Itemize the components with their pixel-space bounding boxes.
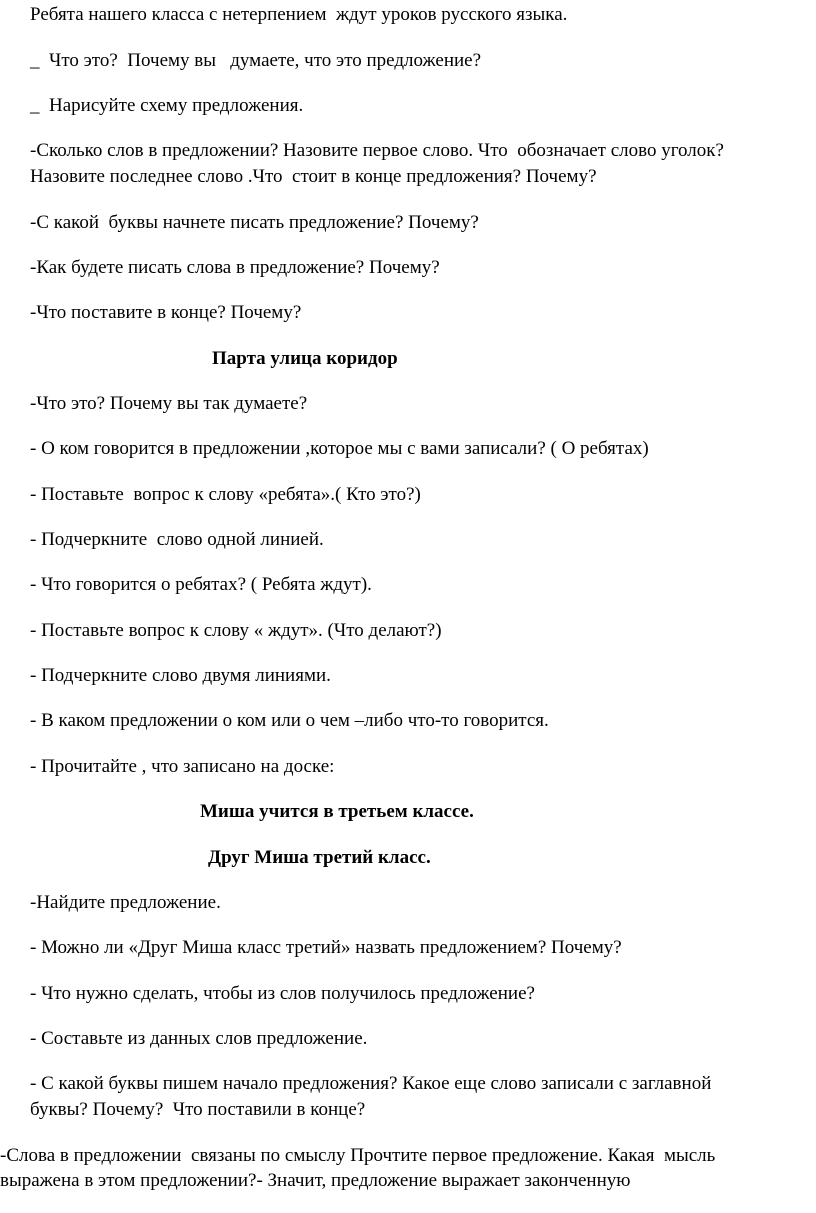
- question-about-whom: - О ком говорится в предложении ,которое мы с вами записали? ( О ребятах): [30, 438, 649, 459]
- question-can-call-sentence: - Можно ли «Друг Миша класс третий» назвать предложением? Почему?: [30, 937, 622, 958]
- question-how-write-words: -Как будете писать слова в предложение? Почему?: [30, 257, 440, 278]
- instruction-underline-two: - Подчеркните слово двумя линиями.: [30, 665, 331, 686]
- board-sentence-1: Миша учится в третьем классе.: [200, 801, 474, 822]
- question-end-mark: -Что поставите в конце? Почему?: [30, 302, 302, 323]
- conclusion-line2: выражена в этом предложении?- Значит, предложение выражает законченную: [0, 1170, 631, 1191]
- instruction-underline-one: - Подчеркните слово одной линией.: [30, 529, 324, 550]
- question-capital-letter-line2: буквы? Почему? Что поставили в конце?: [30, 1099, 366, 1120]
- board-sentence-2: Друг Миша третий класс.: [208, 847, 431, 868]
- statement-sentence-about: - В каком предложении о ком или о чем –либо что-то говорится.: [30, 710, 549, 731]
- question-capital-letter-line1: - С какой буквы пишем начало предложения? Какое еще слово записали с заглавной: [30, 1073, 712, 1094]
- instruction-ask-zhdut: - Поставьте вопрос к слову « ждут». (Что делают?): [30, 620, 442, 641]
- question-what-said: - Что говорится о ребятах? ( Ребята ждут).: [30, 574, 372, 595]
- instruction-read-board: - Прочитайте , что записано на доске:: [30, 756, 335, 777]
- paragraph-intro: Ребята нашего класса с нетерпением ждут уроков русского языка.: [30, 4, 568, 25]
- question-what-is-this: -Что это? Почему вы так думаете?: [30, 393, 308, 414]
- instruction-draw-scheme: _ Нарисуйте схему предложения.: [30, 95, 304, 116]
- board-words-heading: Парта улица коридор: [212, 348, 398, 369]
- instruction-find-sentence: -Найдите предложение.: [30, 892, 221, 913]
- conclusion-line1: -Слова в предложении связаны по смыслу Прочтите первое предложение. Какая мысль: [0, 1145, 716, 1166]
- question-what-is-it: _ Что это? Почему вы думаете, что это предложение?: [30, 50, 482, 71]
- question-word-count-line1: -Сколько слов в предложении? Назовите первое слово. Что обозначает слово уголок?: [30, 140, 724, 161]
- instruction-ask-rebyata: - Поставьте вопрос к слову «ребята».( Кто это?): [30, 484, 421, 505]
- question-what-to-do: - Что нужно сделать, чтобы из слов получилось предложение?: [30, 983, 535, 1004]
- instruction-compose-sentence: - Составьте из данных слов предложение.: [30, 1028, 368, 1049]
- question-word-count-line2: Назовите последнее слово .Что стоит в конце предложения? Почему?: [30, 166, 597, 187]
- question-first-letter: -С какой буквы начнете писать предложение? Почему?: [30, 212, 479, 233]
